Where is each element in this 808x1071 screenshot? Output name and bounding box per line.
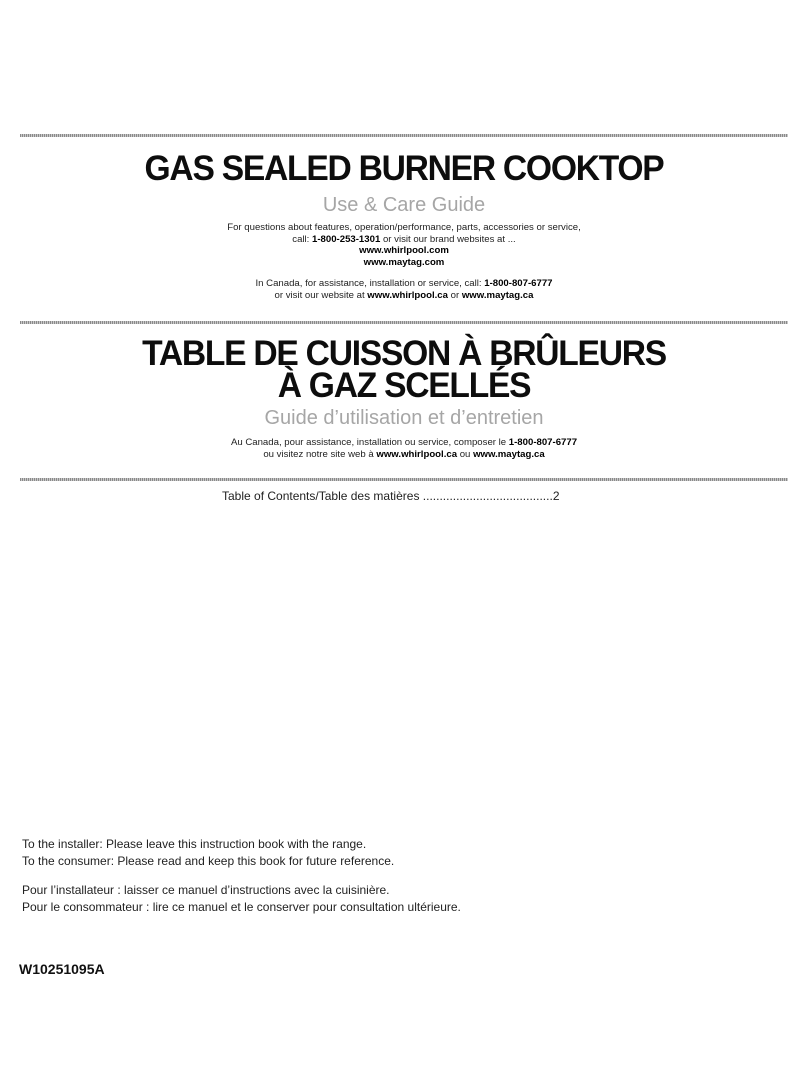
french-canada-block: Au Canada, pour assistance, installation ou service, composer le 1-800-807-6777 ou visitez notre site web à www.whirlpool.ca ou www.maytag.ca [230, 437, 578, 460]
bottom-divider [20, 478, 788, 481]
installer-note-fr: Pour l’installateur : laisser ce manuel d’instructions avec la cuisinière. [22, 883, 390, 897]
fr-canada-phone: 1-800-807-6777 [508, 437, 578, 448]
toc-leader-dots: ....................................... [422, 489, 553, 503]
installer-notes-en [22, 836, 394, 870]
maytag-link[interactable]: www.maytag.com [363, 256, 445, 268]
canada-phone: 1-800-807-6777 [484, 278, 553, 289]
consumer-note-en: To the consumer: Please read and keep this book for future reference. [22, 854, 395, 868]
maytag-ca-link[interactable]: www.maytag.ca [461, 289, 534, 301]
french-title-line-2: À GAZ SCELLÉS [277, 366, 531, 405]
english-canada-block: In Canada, for assistance, installation or service, call: 1-800-807-6777 or visit our website at www.whirlpool.ca or www.maytag.ca [255, 278, 553, 301]
consumer-note-fr: Pour le consommateur : lire ce manuel et le conserver pour consultation ultérieure. [22, 900, 461, 914]
english-title: GAS SEALED BURNER COOKTOP [144, 149, 664, 188]
contact-line-2: call: 1-800-253-1301 or visit our brand websites at ... [292, 233, 516, 245]
toc-label: Table of Contents/Table des matières [222, 489, 423, 503]
english-contact-block [0, 222, 808, 268]
english-subtitle: Use & Care Guide [322, 194, 486, 216]
contact-line-1: For questions about features, operation/performance, parts, accessories or service, [227, 222, 581, 233]
fr-maytag-ca-link[interactable]: www.maytag.ca [473, 448, 545, 460]
whirlpool-ca-link[interactable]: www.whirlpool.ca [367, 289, 448, 301]
fr-whirlpool-ca-link[interactable]: www.whirlpool.ca [376, 448, 458, 460]
table-of-contents-entry[interactable] [222, 489, 592, 503]
installer-note-en: To the installer: Please leave this instruction book with the range. [22, 837, 367, 851]
installer-notes-fr [22, 882, 461, 916]
toc-page-number: 2 [552, 489, 560, 503]
document-code: W10251095A [19, 961, 105, 977]
top-divider [20, 134, 788, 137]
middle-divider [20, 321, 788, 324]
whirlpool-link[interactable]: www.whirlpool.com [359, 245, 449, 256]
french-title-line-1: TABLE DE CUISSON À BRÛLEURS [142, 334, 666, 373]
us-phone: 1-800-253-1301 [312, 233, 381, 245]
french-subtitle: Guide d’utilisation et d’entretien [264, 407, 544, 429]
